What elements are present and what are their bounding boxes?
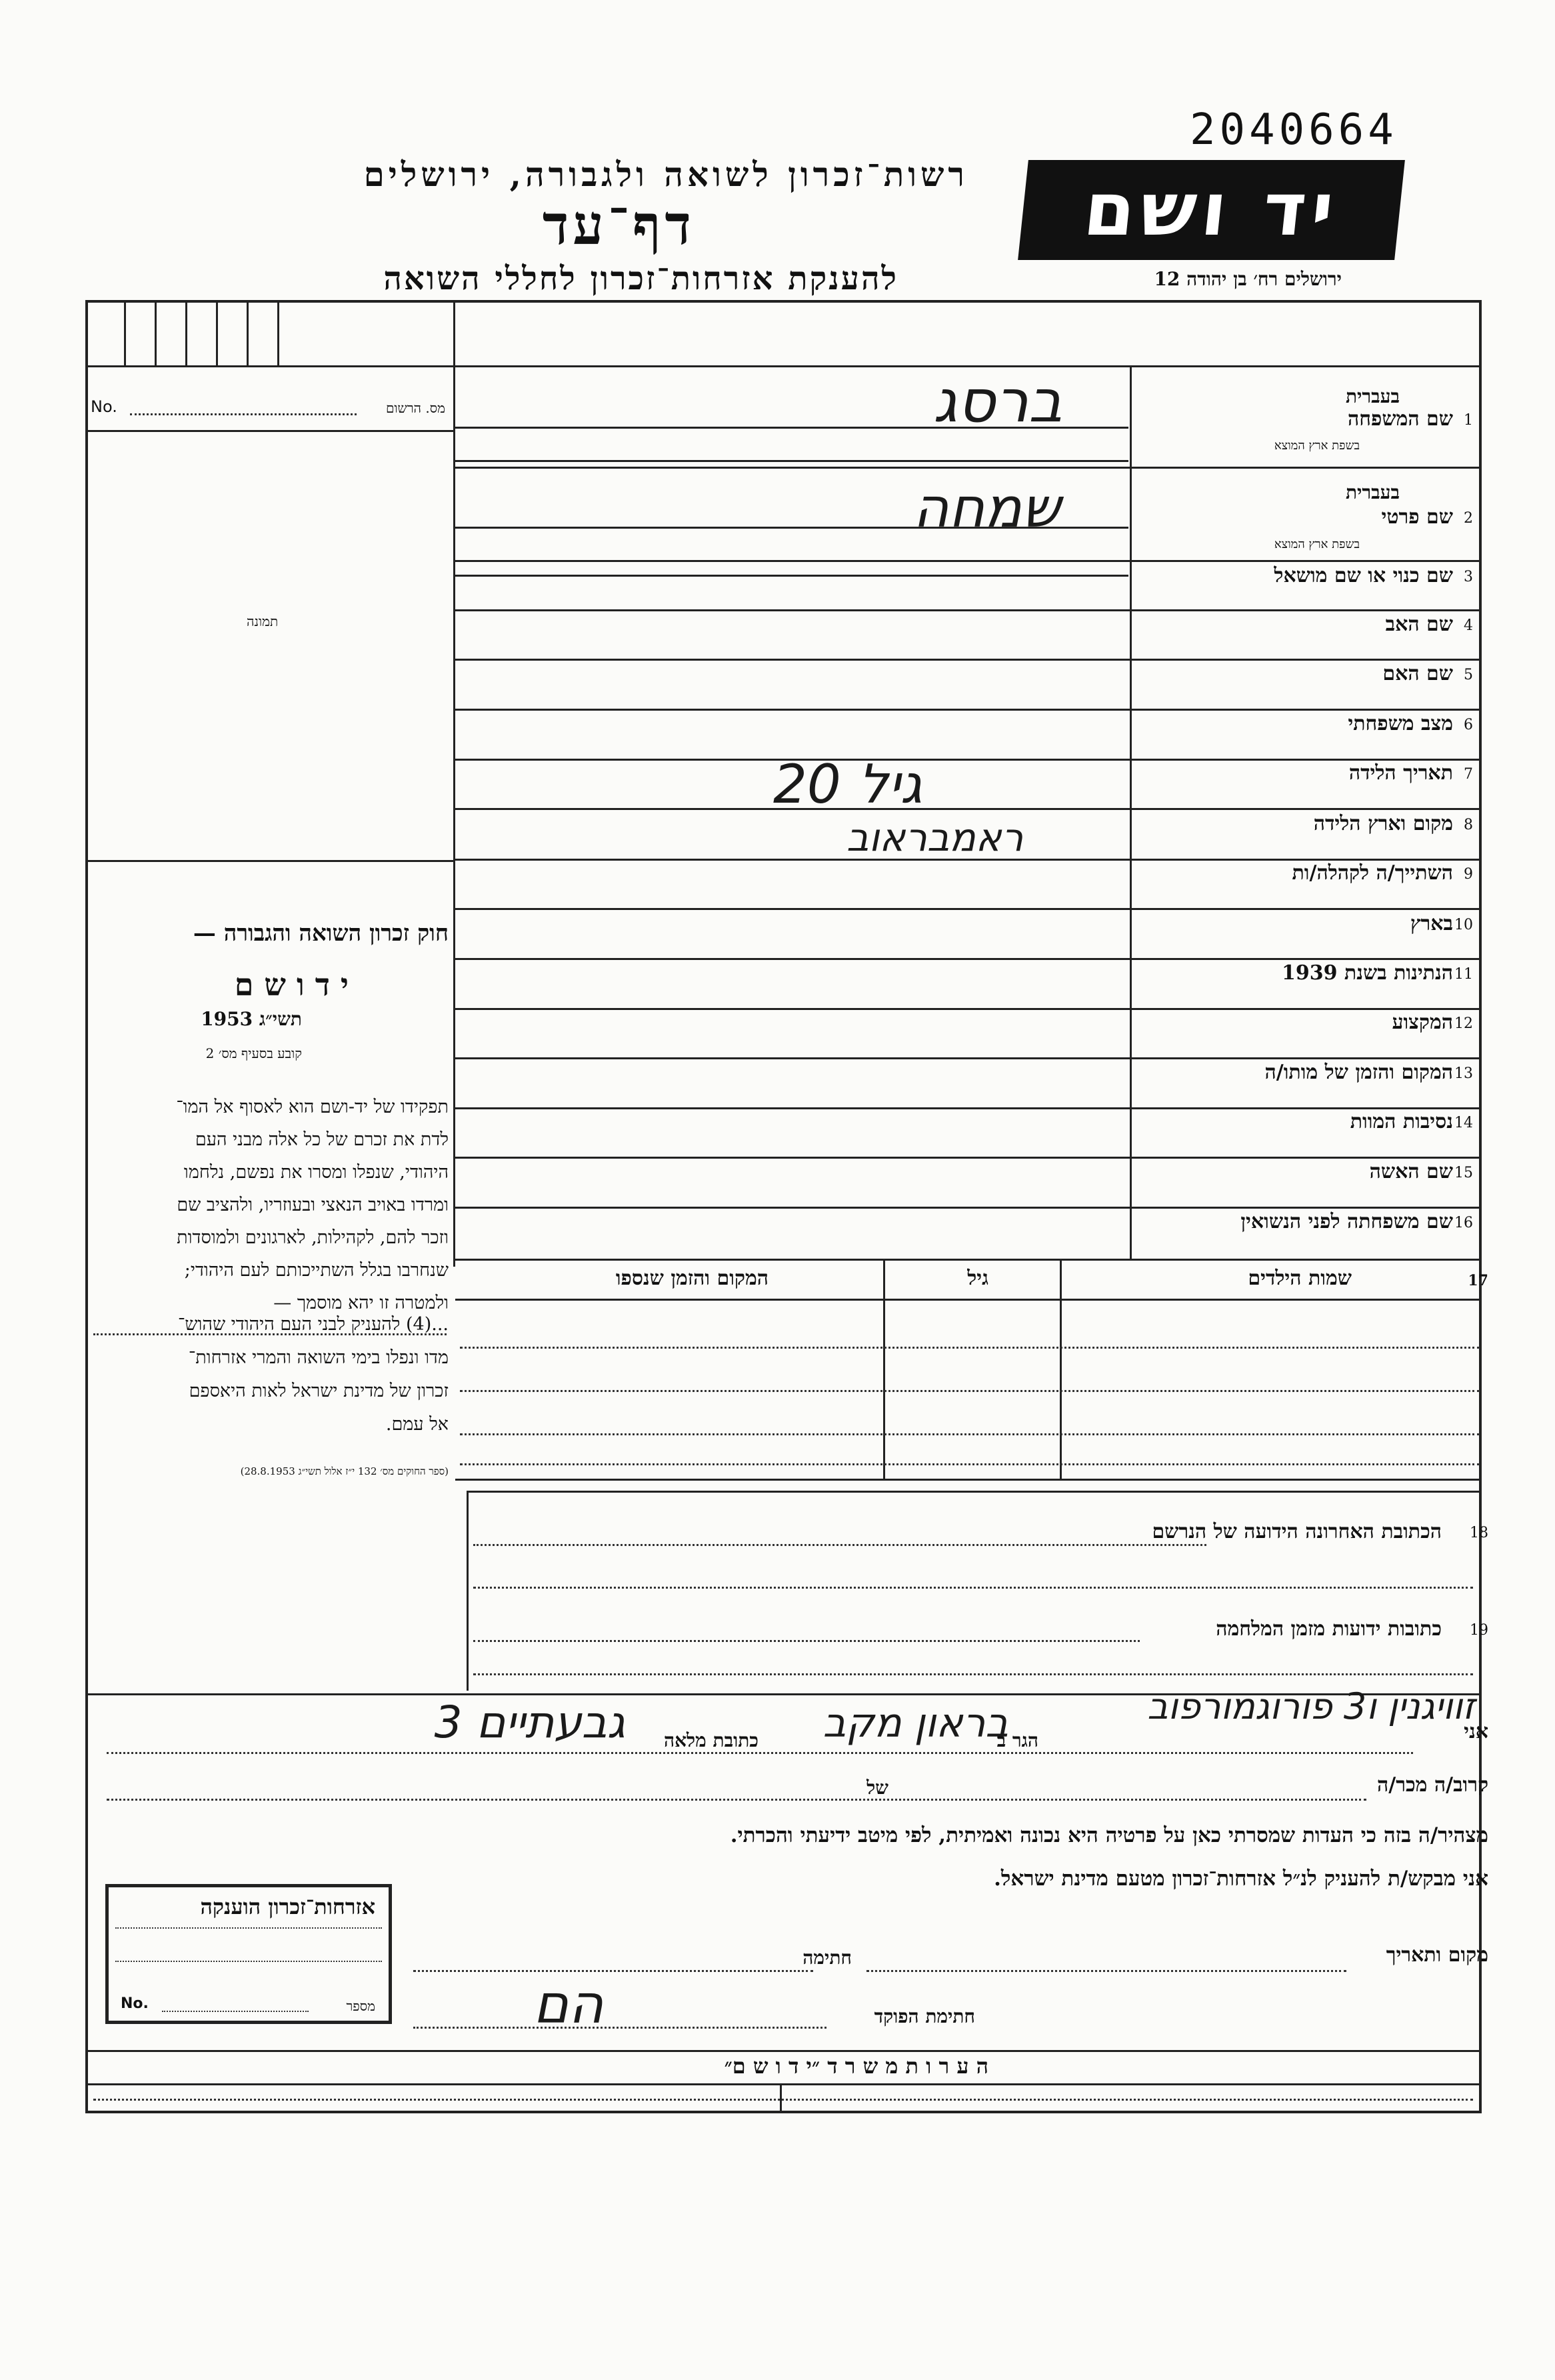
field-13-label: המקום והזמן של מותו/ה — [1264, 1061, 1453, 1084]
law-title: חוק זכרון השואה והגבורה — — [193, 920, 449, 947]
field-1-num: 1 — [1464, 412, 1473, 429]
handwritten-family-name: ברסג — [933, 367, 1062, 435]
fields-block — [1133, 365, 1480, 1259]
field-1-label: שם המשפחה — [1347, 407, 1453, 431]
field-5-label: שם האם — [1382, 662, 1453, 685]
form-subtitle: להענקת אזרחות־זכרון לחללי השואה — [383, 260, 898, 297]
field-7-label: תאריך הלידה — [1348, 761, 1453, 785]
law-clause: קובע בסעיף מס׳ 2 — [205, 1045, 302, 1061]
field-12-num: 12 — [1454, 1015, 1473, 1032]
declaration-full-address: כתובת מלאה — [663, 1729, 759, 1751]
yad-vashem-logo — [1018, 160, 1405, 260]
field-9-label: השתייך/ה לקהלה/ות — [1292, 861, 1453, 885]
field-15-num: 15 — [1454, 1165, 1473, 1181]
field-1-sub1: בעברית — [1345, 385, 1400, 407]
field-12-label: המקצוע — [1392, 1011, 1453, 1034]
field-1-sub2: בשפת ארץ המוצא — [1274, 439, 1360, 453]
field-8-num: 8 — [1464, 817, 1473, 833]
field-14-num: 14 — [1454, 1115, 1473, 1131]
children-col-age: גיל — [967, 1267, 988, 1290]
logo-text: יד ושם — [1080, 167, 1343, 252]
field-9-num: 9 — [1464, 866, 1473, 883]
field-4-num: 4 — [1464, 617, 1473, 634]
field-15-label: שם האשה — [1369, 1160, 1453, 1183]
law-name: י ד ו ש ם — [234, 967, 349, 1003]
field-10-label: בארץ — [1410, 912, 1453, 935]
declaration-statement: מצהיר/ה בזה כי העדות שמסרתי כאן על פרטיה היא נכונה ואמיתית, לפי מיטב ידיעתי והכרתי. — [730, 1823, 1488, 1847]
law-year: תשי״ג 1953 — [201, 1008, 302, 1030]
citizenship-box-no: No. — [121, 1995, 149, 2012]
handwritten-birth-date: 20 גיל — [773, 753, 922, 815]
handwritten-first-name: שמחה — [913, 477, 1060, 540]
handwritten-birth-place: ראמבראוב — [846, 815, 1024, 860]
field-3-label: שם כנוי או שם מושאל — [1274, 564, 1453, 587]
declaration-signature: חתימה — [802, 1947, 852, 1969]
address-war-num: 19 — [1470, 1622, 1488, 1639]
field-5-num: 5 — [1464, 667, 1473, 683]
children-col-names: שמות הילדים — [1248, 1267, 1352, 1290]
children-col-place: המקום והזמן שנספו — [615, 1267, 769, 1290]
logo-address: ירושלים רח׳ בן יהודה 12 — [1154, 268, 1342, 290]
handwritten-witness-name: בראון מקב — [822, 1700, 1008, 1747]
field-16-label: שם משפחתה לפני הנשואין — [1240, 1210, 1453, 1233]
field-11-num: 11 — [1454, 966, 1473, 983]
handwritten-witness-place: זוויגנין ו3 פורוגמורפוב — [1147, 1685, 1475, 1727]
declaration-official-signature: חתימת הפוקד — [874, 2005, 975, 2027]
field-4-label: שם האב — [1385, 613, 1453, 636]
field-7-num: 7 — [1464, 766, 1473, 783]
citizenship-box-number: מספר — [346, 1998, 375, 2014]
authority-title: רשות־זכרון לשואה ולגבורה, ירושלים — [363, 155, 968, 194]
handwritten-witness-address: גבעתיים 3 — [434, 1697, 625, 1748]
field-2-label: שם פרטי — [1381, 505, 1453, 529]
children-num: 17 — [1468, 1272, 1488, 1289]
address-last-label: הכתובת האחרונה הידועה של הנרשם — [1152, 1520, 1442, 1543]
form-title: דף־עד — [542, 193, 695, 257]
address-war-label: כתובות ידועות מזמן המלחמה — [1216, 1617, 1442, 1641]
address-last-num: 18 — [1470, 1525, 1488, 1541]
declaration-i: אני — [1464, 1720, 1488, 1743]
photo-label: תמונה — [247, 613, 279, 629]
registration-no: No. — [91, 397, 117, 416]
field-16-num: 16 — [1454, 1215, 1473, 1231]
field-8-label: מקום וארץ הלידה — [1313, 812, 1453, 835]
handwritten-signature: הם — [533, 1973, 604, 2035]
field-11-label: הנתינות בשנת 1939 — [1281, 961, 1453, 985]
field-10-num: 10 — [1454, 917, 1473, 933]
law-paragraph-2: ...(4) להעניק לבני העם היהודי שהוש־ מדו ונפלו בימי השואה והמרי אזרחות־ זכרון של מדינת ישראל לאות היאספם אל עמם. — [178, 1314, 449, 1435]
declaration-relative: קרוב/ה מכר/ה — [1377, 1773, 1488, 1797]
declaration-of: של — [866, 1777, 888, 1799]
declaration-request: אני מבקש/ת להעניק לנ״ל אזרחות־זכרון מטעם מדינת ישראל. — [994, 1867, 1488, 1891]
field-6-num: 6 — [1464, 717, 1473, 733]
law-citation: (ספר החוקים מס׳ 132 י״ז אלול תשי״ג 28.8.1953) — [240, 1465, 449, 1477]
field-2-sub2: בשפת ארץ המוצא — [1274, 537, 1360, 551]
field-3-num: 3 — [1464, 569, 1473, 585]
field-6-label: מצב משפחתי — [1348, 712, 1453, 735]
remarks-title: ה ע ר ו ת מ ש ר ד ״י ד ו ש ם״ — [724, 2053, 988, 2079]
declaration-resides: הגר ב — [996, 1729, 1038, 1751]
field-14-label: נסיבות המוות — [1350, 1110, 1453, 1133]
serial-number: 2040664 — [1190, 105, 1398, 155]
registration-label: מס. הרשום — [385, 400, 445, 416]
declaration-place-date: מקום ותאריך — [1386, 1943, 1488, 1967]
citizenship-box-title: אזרחות־זכרון הוענקה — [200, 1894, 375, 1919]
field-13-num: 13 — [1454, 1065, 1473, 1082]
field-2-num: 2 — [1464, 510, 1473, 527]
citizenship-box — [105, 1884, 392, 2024]
field-2-sub1: בעברית — [1345, 481, 1400, 503]
law-paragraph-1: תפקידו של יד-ושם הוא לאסוף אל המו־ לדת את זכרם של כל אלה מבני העם היהודי, שנפלו ומסרו את נפשם, נלחמו ומרדו באויב הנאצי ובעוזריו, ולהציב שם וזכר להם, לקהילות, לארגונים ולמוסדות שנחרבו בגלל השתייכותם לעם היהודי; ולמטרה זו יהא מוסמך — — [176, 1097, 449, 1313]
